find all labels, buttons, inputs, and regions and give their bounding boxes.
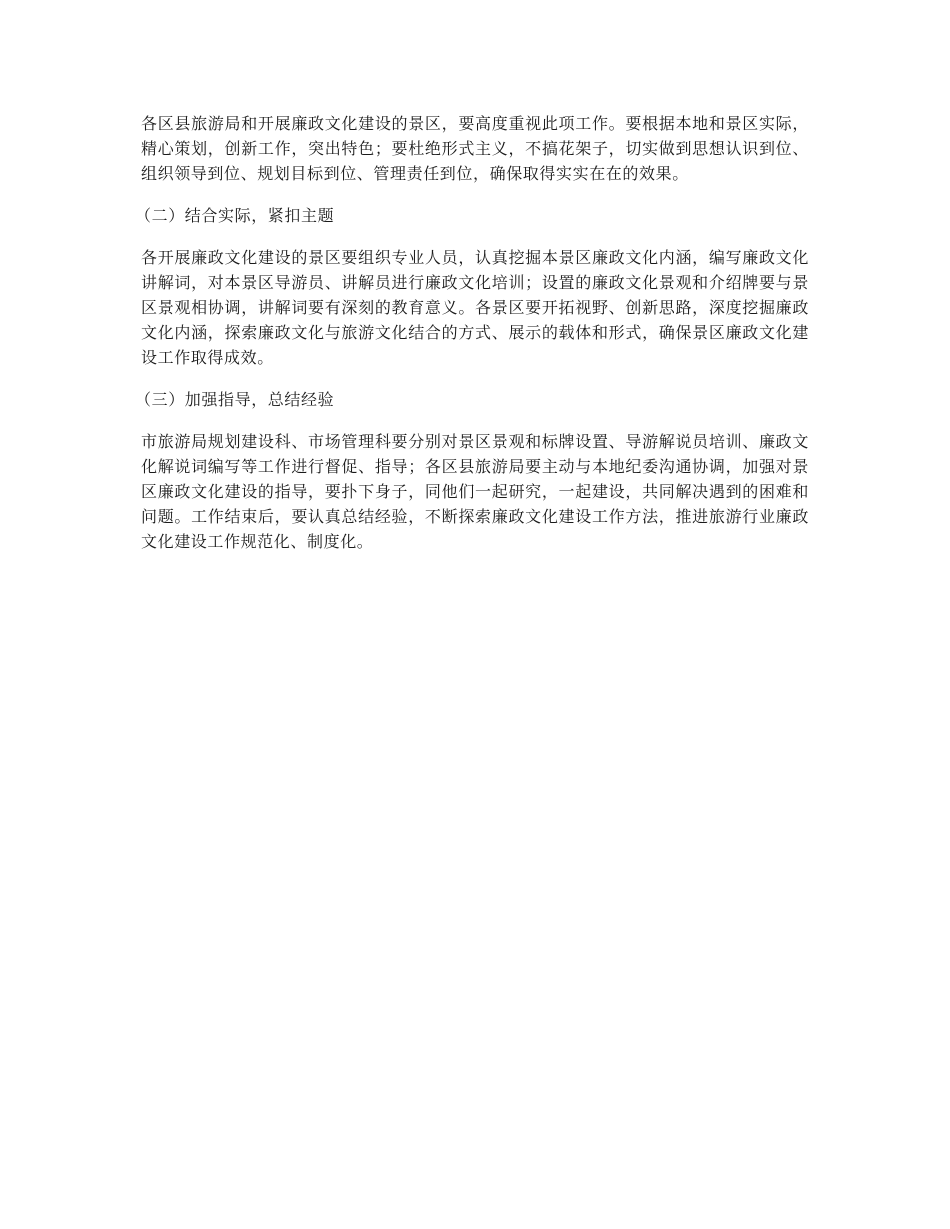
section-heading-three: （三）加强指导，总结经验 <box>135 390 335 409</box>
paragraph-theme: 各开展廉政文化建设的景区要组织专业人员，认真挖掘本景区廉政文化内涵，编写廉政文化讲解词，对本景区导游员、讲解员进行廉政文化培训；设置的廉政文化景观和介绍牌要与景区景观相协调，讲解词要有深刻的教育意义。各景区要开拓视野、创新思路，深度挖掘廉政文化内涵，探索廉政文化与旅游文化结合的方式、展示的载体和形式，确保景区廉政文化建设工作取得成效。 <box>141 248 809 367</box>
document-body <box>135 111 809 571</box>
paragraph-implementation: 各区县旅游局和开展廉政文化建设的景区，要高度重视此项工作。要根据本地和景区实际，精心策划，创新工作，突出特色；要杜绝形式主义，不搞花架子，切实做到思想认识到位、组织领导到位、规划目标到位、管理责任到位，确保取得实实在在的效果。 <box>141 114 809 183</box>
section-heading-two: （二）结合实际，紧扣主题 <box>135 206 335 225</box>
paragraph-guidance: 市旅游局规划建设科、市场管理科要分别对景区景观和标牌设置、导游解说员培训、廉政文化解说词编写等工作进行督促、指导；各区县旅游局要主动与本地纪委沟通协调，加强对景区廉政文化建设的指导，要扑下身子，同他们一起研究，一起建设，共同解决遇到的困难和问题。工作结束后，要认真总结经验，不断探索廉政文化建设工作方法，推进旅游行业廉政文化建设工作规范化、制度化。 <box>141 432 809 551</box>
